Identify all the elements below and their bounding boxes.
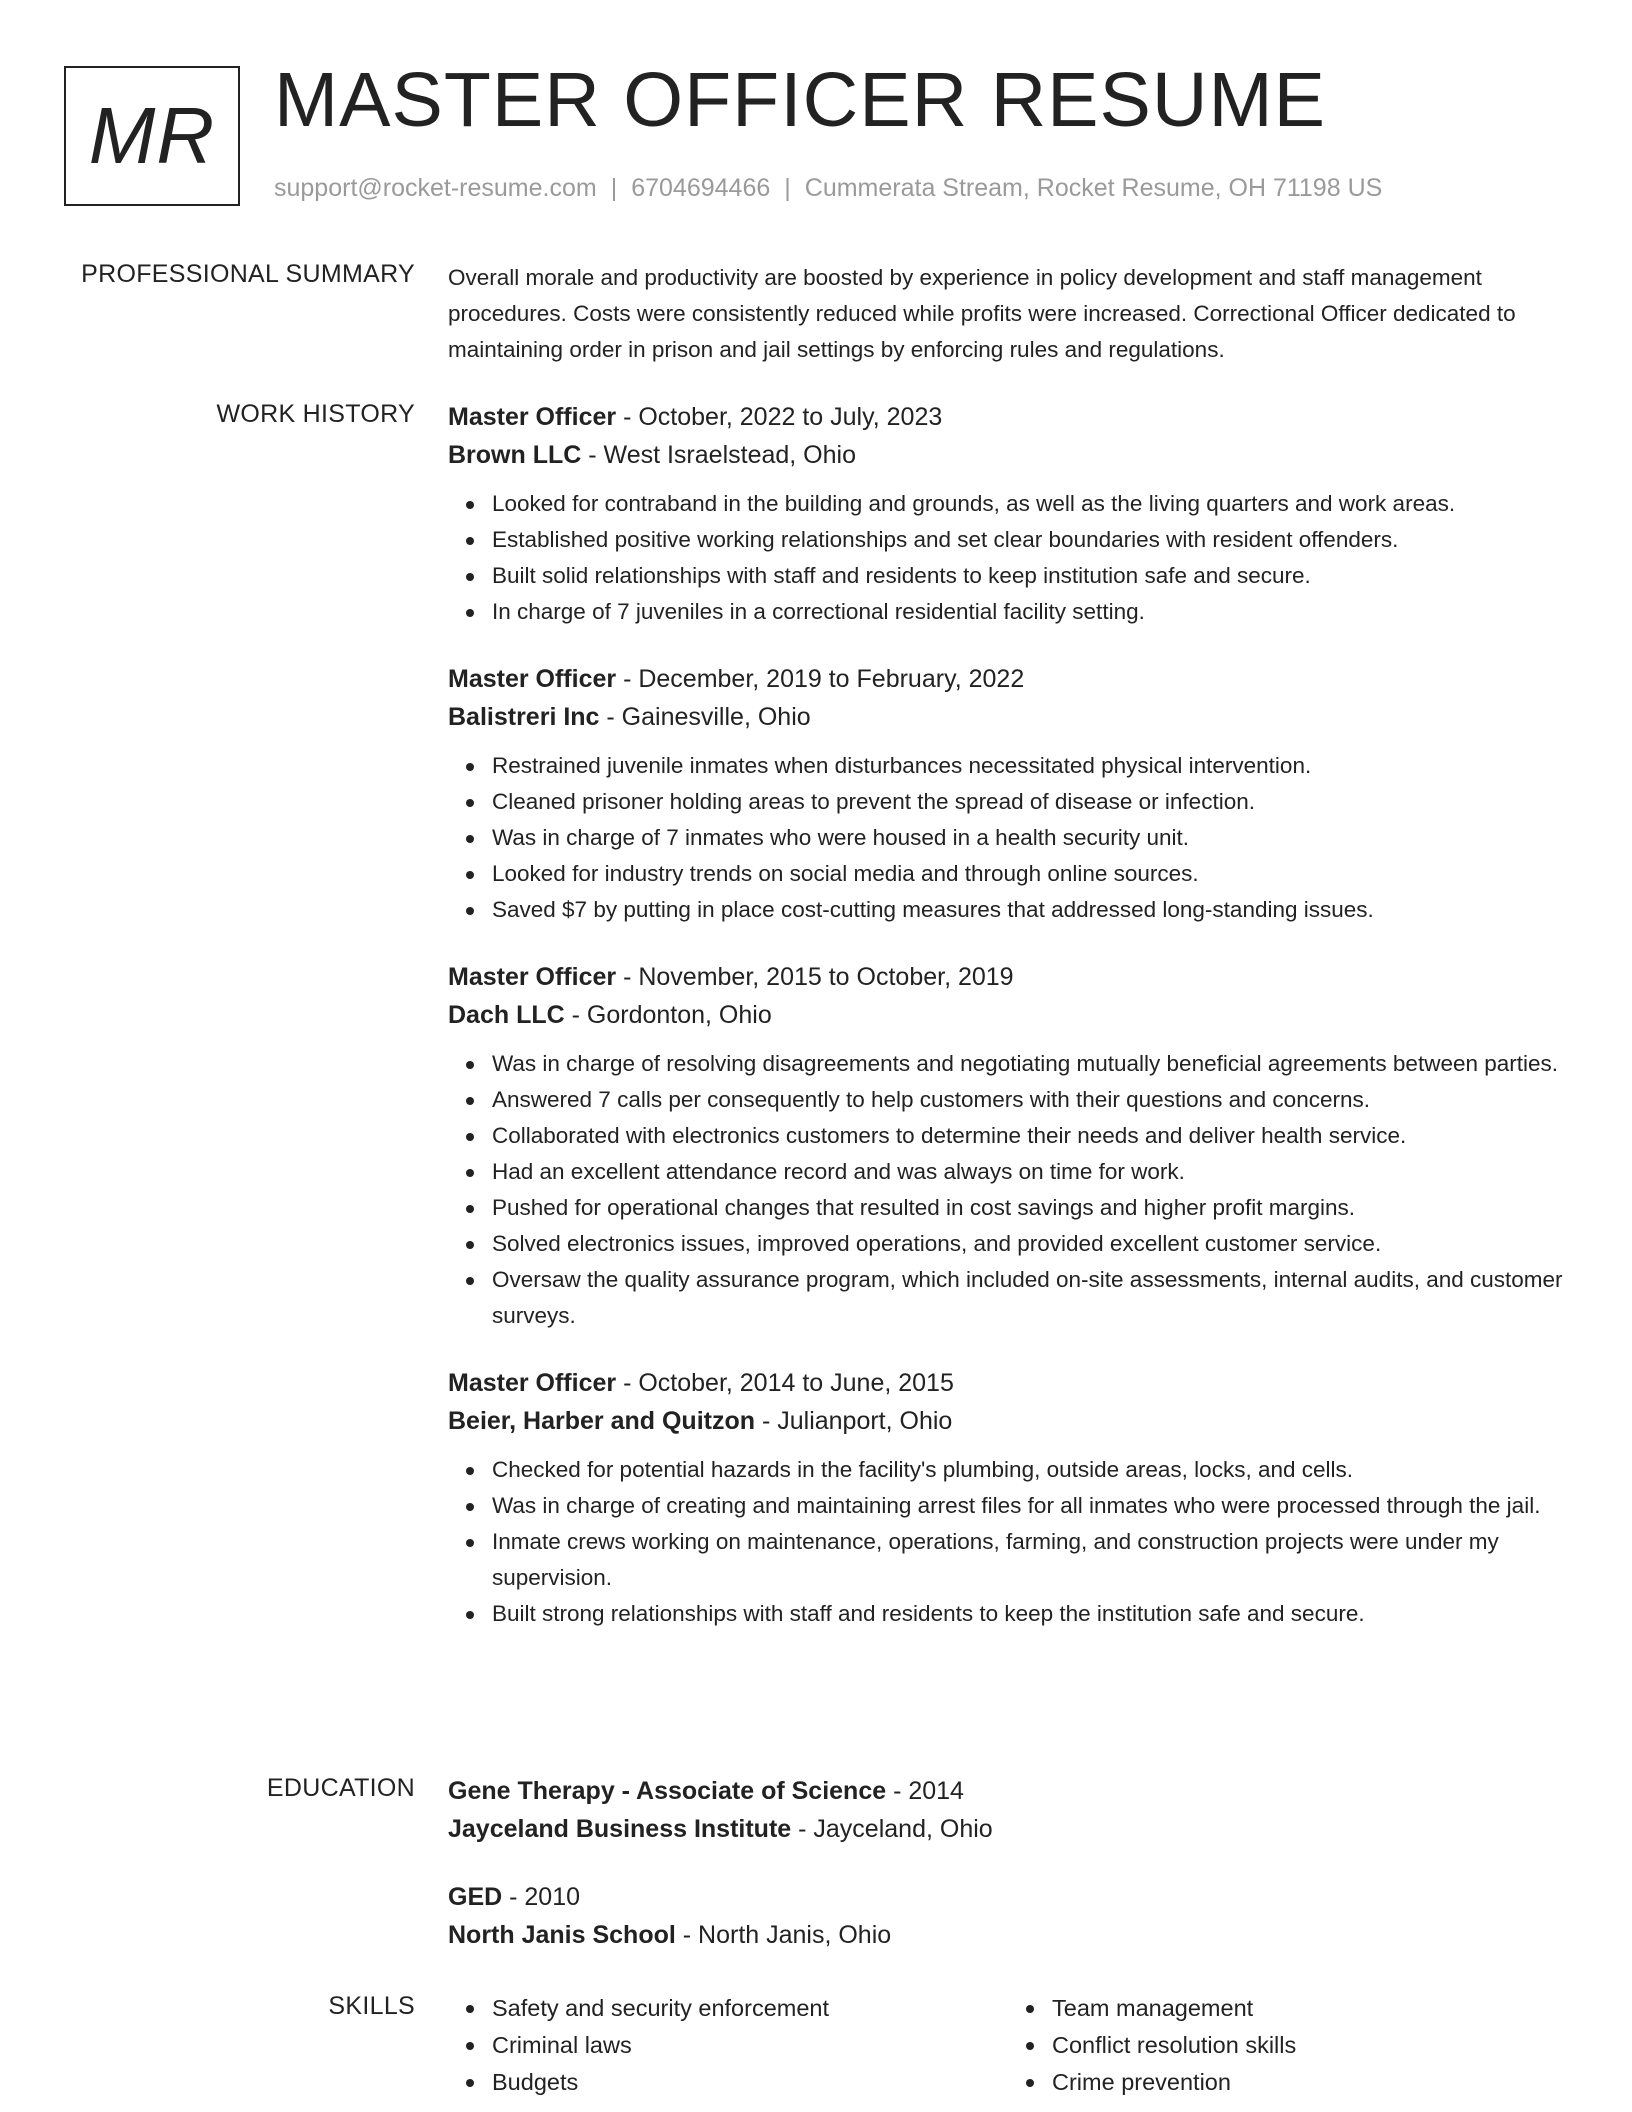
job-dates: - November, 2015 to October, 2019 xyxy=(616,963,1014,991)
contact-separator: | xyxy=(784,174,791,202)
education-year: - 2010 xyxy=(502,1883,581,1911)
job-entry xyxy=(448,1364,1568,1632)
job-bullet: Saved $7 by putting in place cost-cutting measures that addressed long-standing issues. xyxy=(492,892,1568,928)
contact-email: support@rocket-resume.com xyxy=(274,174,597,202)
education-entry xyxy=(448,1878,1568,1954)
job-dates: - December, 2019 to February, 2022 xyxy=(616,665,1025,693)
job-bullets xyxy=(448,1452,1568,1632)
contact-separator: | xyxy=(610,174,618,202)
job-company: Beier, Harber and Quitzon xyxy=(448,1407,756,1435)
job-entry xyxy=(448,398,1568,630)
job-bullet: Collaborated with electronics customers to determine their needs and deliver health service. xyxy=(492,1118,1568,1154)
job-bullets xyxy=(448,748,1568,928)
job-bullet: Solved electronics issues, improved operations, and provided excellent customer service. xyxy=(492,1226,1568,1262)
job-bullet: Was in charge of resolving disagreements and negotiating mutually beneficial agreements between parties. xyxy=(492,1046,1568,1082)
monogram-initials: MR xyxy=(88,91,216,180)
job-role-line xyxy=(448,398,1568,436)
job-entry xyxy=(448,660,1568,928)
job-bullets xyxy=(448,1046,1568,1334)
skill-item: Budgets xyxy=(492,2064,1008,2101)
job-bullet: Had an excellent attendance record and was always on time for work. xyxy=(492,1154,1568,1190)
job-bullet: Inmate crews working on maintenance, operations, farming, and construction projects were under my supervision. xyxy=(492,1524,1568,1596)
job-bullet: Answered 7 calls per consequently to help customers with their questions and concerns. xyxy=(492,1082,1568,1118)
job-role-line xyxy=(448,1364,1568,1402)
job-bullet: Built strong relationships with staff and residents to keep the institution safe and secure. xyxy=(492,1596,1568,1632)
job-company: Brown LLC xyxy=(448,441,582,469)
job-company-line xyxy=(448,436,1568,474)
job-location: - West Israelstead, Ohio xyxy=(581,441,856,469)
summary-text: Overall morale and productivity are boosted by experience in policy development and staff management procedures. Costs were consistently reduced while profits were increased. Correctional Officer dedicated to maintaining order in prison and jail settings by enforcing rules and regulations. xyxy=(448,265,1516,362)
education-entry xyxy=(448,1772,1568,1848)
job-bullet: Looked for contraband in the building and grounds, as well as the living quarters and work areas. xyxy=(492,486,1568,522)
education-school: North Janis School xyxy=(448,1921,676,1949)
resume-title: MASTER OFFICER RESUME xyxy=(274,57,1327,143)
education-heading: EDUCATION xyxy=(266,1774,415,1802)
skills-heading: SKILLS xyxy=(328,1992,415,2020)
contact-address: Cummerata Stream, Rocket Resume, OH 71198 US xyxy=(804,174,1383,202)
job-company-line xyxy=(448,698,1568,736)
skills-list-right xyxy=(1008,1990,1568,2101)
job-bullet: Built solid relationships with staff and residents to keep institution safe and secure. xyxy=(492,558,1568,594)
job-role-line xyxy=(448,958,1568,996)
job-bullet: Checked for potential hazards in the facility's plumbing, outside areas, locks, and cells. xyxy=(492,1452,1568,1488)
skill-item: Crime prevention xyxy=(1052,2064,1568,2101)
contact-line xyxy=(274,174,1382,203)
education-degree-line xyxy=(448,1772,1568,1810)
job-dates: - October, 2022 to July, 2023 xyxy=(616,403,943,431)
skills-columns xyxy=(448,1990,1568,2101)
skill-item: Safety and security enforcement xyxy=(492,1990,1008,2027)
contact-phone: 6704694466 xyxy=(631,174,771,202)
skill-item: Team management xyxy=(1052,1990,1568,2027)
job-company-line xyxy=(448,1402,1568,1440)
job-company-line xyxy=(448,996,1568,1034)
job-bullet: Restrained juvenile inmates when disturbances necessitated physical intervention. xyxy=(492,748,1568,784)
job-location: - Gordonton, Ohio xyxy=(564,1001,772,1029)
skill-item: Criminal laws xyxy=(492,2027,1008,2064)
job-bullets xyxy=(448,486,1568,630)
education-school-line xyxy=(448,1810,1568,1848)
education-location: - Jayceland, Ohio xyxy=(791,1815,993,1843)
job-bullet: In charge of 7 juveniles in a correctional residential facility setting. xyxy=(492,594,1568,630)
job-bullet: Oversaw the quality assurance program, which included on-site assessments, internal audits, and customer surveys. xyxy=(492,1262,1568,1334)
job-company: Balistreri Inc xyxy=(448,703,600,731)
job-bullet: Was in charge of creating and maintaining arrest files for all inmates who were processed through the jail. xyxy=(492,1488,1568,1524)
job-bullet: Looked for industry trends on social media and through online sources. xyxy=(492,856,1568,892)
job-bullet: Established positive working relationships and set clear boundaries with resident offenders. xyxy=(492,522,1568,558)
job-company: Dach LLC xyxy=(448,1001,565,1029)
job-role: Master Officer xyxy=(448,665,617,693)
job-location: - Julianport, Ohio xyxy=(755,1407,953,1435)
monogram-box xyxy=(64,66,240,206)
education-school: Jayceland Business Institute xyxy=(448,1815,792,1843)
education-degree-line xyxy=(448,1878,1568,1916)
job-role-line xyxy=(448,660,1568,698)
education-school-line xyxy=(448,1916,1568,1954)
job-role: Master Officer xyxy=(448,1369,617,1397)
education-year: - 2014 xyxy=(886,1777,964,1805)
skill-item: Conflict resolution skills xyxy=(1052,2027,1568,2064)
job-bullet: Pushed for operational changes that resulted in cost savings and higher profit margins. xyxy=(492,1190,1568,1226)
job-role: Master Officer xyxy=(448,403,617,431)
job-bullet: Cleaned prisoner holding areas to prevent the spread of disease or infection. xyxy=(492,784,1568,820)
education-degree: Gene Therapy - Associate of Science xyxy=(448,1777,887,1805)
skills-list-left xyxy=(448,1990,1008,2101)
education-degree: GED xyxy=(448,1883,503,1911)
job-bullet: Was in charge of 7 inmates who were housed in a health security unit. xyxy=(492,820,1568,856)
job-role: Master Officer xyxy=(448,963,617,991)
education-location: - North Janis, Ohio xyxy=(675,1921,892,1949)
job-entry xyxy=(448,958,1568,1334)
work-history-heading: WORK HISTORY xyxy=(216,400,415,428)
job-location: - Gainesville, Ohio xyxy=(599,703,811,731)
summary-heading: PROFESSIONAL SUMMARY xyxy=(81,260,415,288)
job-dates: - October, 2014 to June, 2015 xyxy=(616,1369,954,1397)
